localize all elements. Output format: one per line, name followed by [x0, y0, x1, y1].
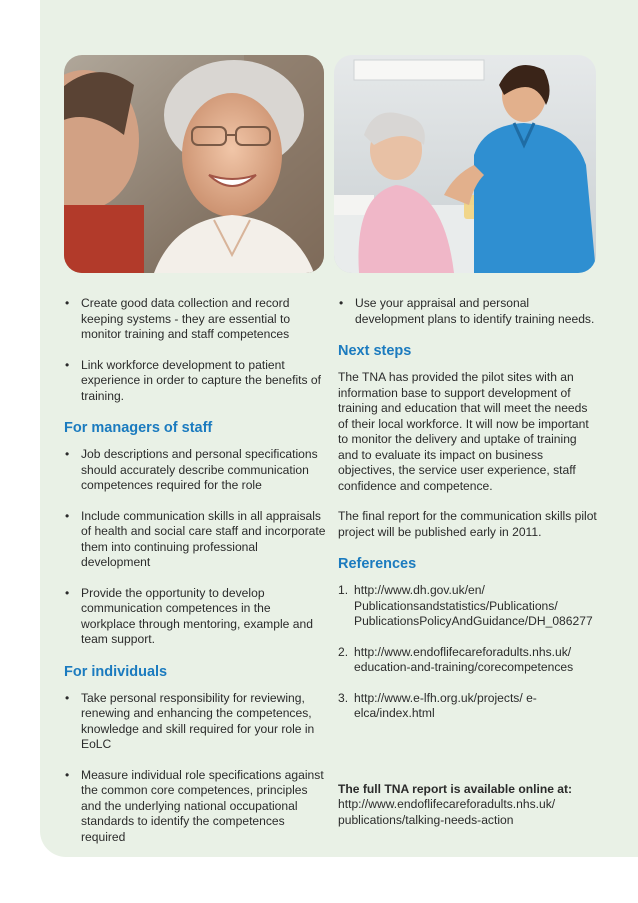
- list-item: • Create good data collection and record keeping systems - they are essential to monitor training and staff competences: [65, 296, 291, 341]
- bullet-icon: •: [65, 767, 70, 782]
- reference-link[interactable]: http://www.endoflifecareforadults.nhs.uk/ education-and-training/corecompetences: [354, 644, 574, 674]
- next-steps-heading: Next steps: [338, 343, 412, 359]
- list-item: • Job descriptions and personal specifications should accurately describe communication competences required for the role: [65, 447, 318, 492]
- reference-link[interactable]: http://www.dh.gov.uk/en/ Publicationsandstatistics/Publications/ PublicationsPolicyAndGuidance/DH_086277: [354, 583, 593, 628]
- left-photo: [64, 55, 324, 273]
- bullet-icon: •: [65, 690, 70, 705]
- list-item: • Take personal responsibility for reviewing, renewing and enhancing the competences, knowledge and skill required for your role in EoLC: [65, 690, 315, 751]
- bullet-icon: •: [65, 585, 70, 600]
- reference-link[interactable]: http://www.e-lfh.org.uk/projects/ e-elca/index.html: [354, 690, 537, 720]
- list-item: • Include communication skills in all appraisals of health and social care staff and incorporate them into continuing professional development: [65, 508, 326, 569]
- individuals-heading: For individuals: [64, 663, 168, 680]
- managers-heading: For managers of staff: [64, 420, 213, 436]
- report-url-link[interactable]: http://www.endoflifecareforadults.nhs.uk/ publications/talking-needs-action: [338, 797, 556, 827]
- report-availability-label: The full TNA report is available online at:: [338, 781, 573, 796]
- left-text-column: [64, 296, 326, 860]
- list-item: • Link workforce development to patient experience in order to capture the benefits of training.: [65, 357, 322, 403]
- references-heading: References: [338, 556, 417, 572]
- right-photo: [334, 55, 596, 273]
- bullet-icon: •: [65, 508, 70, 523]
- reference-item: 2. http://www.endoflifecareforadults.nhs.uk/ education-and-training/corecompetences: [338, 644, 574, 674]
- bullet-icon: •: [339, 296, 344, 310]
- individuals-list: [64, 691, 326, 846]
- final-report-paragraph: The final report for the communication skills pilot project will be published early in 2011.: [338, 509, 597, 539]
- appraisal-list: [338, 296, 600, 327]
- references-list: [338, 583, 600, 722]
- list-item: • Measure individual role specifications against the common core competences, principles and the underlying national occupational standards to identify the competences required: [65, 767, 324, 844]
- managers-list: [64, 447, 326, 648]
- bullet-icon: •: [65, 296, 70, 310]
- list-item: • Use your appraisal and personal development plans to identify training needs.: [339, 296, 595, 326]
- bullet-icon: •: [65, 447, 70, 461]
- nurse-and-patient-photo-image: [334, 55, 596, 273]
- elderly-women-photo-image: [64, 55, 324, 273]
- list-item: • Provide the opportunity to develop communication competences in the workplace through mentoring, example and team support.: [65, 585, 313, 646]
- general-recommendations-list: [64, 296, 326, 404]
- reference-item: 3. http://www.e-lfh.org.uk/projects/ e-elca/index.html: [338, 690, 537, 720]
- next-steps-paragraph: The TNA has provided the pilot sites with an information base to support development of training and education that will meet the needs of their local workforce. It will now be important to monitor the delivery and uptake of training and to evaluate its impact on business objectives, the service user experience, staff confidence and competence.: [338, 370, 589, 493]
- reference-item: 1. http://www.dh.gov.uk/en/ Publicationsandstatistics/Publications/ PublicationsPolicyAndGuidance/DH_086277: [338, 583, 593, 628]
- right-text-column: [338, 296, 600, 843]
- bullet-icon: •: [65, 357, 70, 372]
